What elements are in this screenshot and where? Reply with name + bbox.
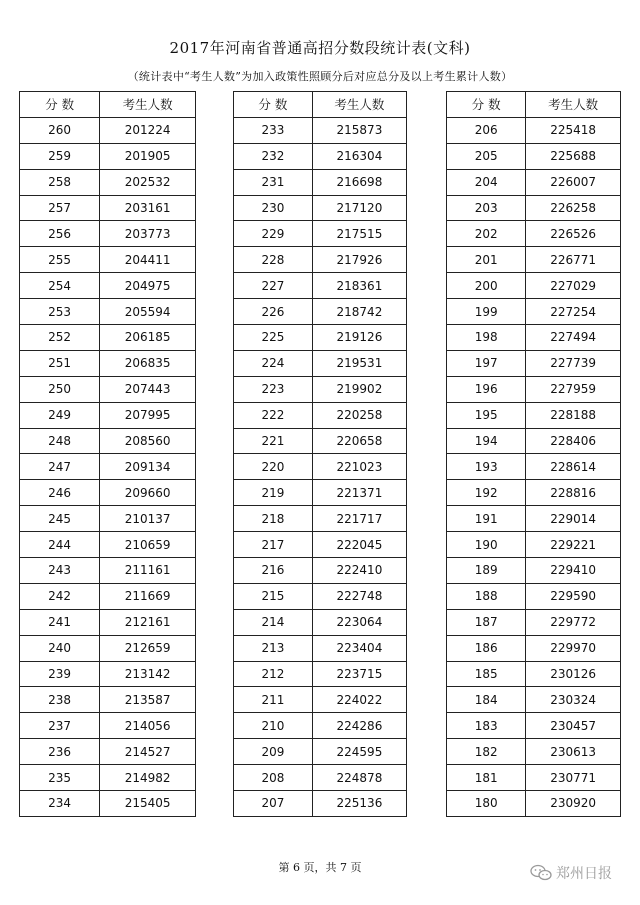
- count-cell: 230324: [526, 687, 621, 713]
- score-cell: 241: [20, 609, 100, 635]
- table-row: [20, 428, 196, 454]
- count-cell: 215873: [312, 117, 406, 143]
- table-row: [20, 247, 196, 273]
- score-cell: 194: [447, 428, 526, 454]
- count-cell: 224878: [312, 765, 406, 791]
- score-cell: 260: [20, 117, 100, 143]
- score-cell: 188: [447, 583, 526, 609]
- table-row: [447, 791, 621, 817]
- count-cell: 201224: [100, 117, 196, 143]
- score-cell: 240: [20, 635, 100, 661]
- table-row: [234, 687, 407, 713]
- score-cell: 232: [234, 143, 313, 169]
- table-row: [20, 713, 196, 739]
- count-cell: 219531: [312, 350, 406, 376]
- score-cell: 254: [20, 273, 100, 299]
- table-row: [447, 506, 621, 532]
- table-row: [20, 506, 196, 532]
- count-cell: 218361: [312, 273, 406, 299]
- page-title: 2017年河南省普通高招分数段统计表(文科): [169, 39, 471, 57]
- score-cell: 189: [447, 558, 526, 584]
- count-cell: 220658: [312, 428, 406, 454]
- score-cell: 242: [20, 583, 100, 609]
- score-cell: 222: [234, 402, 313, 428]
- count-cell: 218742: [312, 299, 406, 325]
- count-cell: 201905: [100, 143, 196, 169]
- score-cell: 223: [234, 376, 313, 402]
- count-cell: 227959: [526, 376, 621, 402]
- table-row: [20, 739, 196, 765]
- count-cell: 230457: [526, 713, 621, 739]
- header-score: 分 数: [20, 92, 100, 118]
- count-cell: 226258: [526, 195, 621, 221]
- table-row: [234, 169, 407, 195]
- score-cell: 201: [447, 247, 526, 273]
- score-cell: 225: [234, 325, 313, 351]
- count-cell: 213587: [100, 687, 196, 713]
- count-cell: 224286: [312, 713, 406, 739]
- table-row: [234, 402, 407, 428]
- count-cell: 220258: [312, 402, 406, 428]
- count-cell: 223715: [312, 661, 406, 687]
- header-score: 分 数: [234, 92, 313, 118]
- table-row: [447, 609, 621, 635]
- table-row: [447, 247, 621, 273]
- count-cell: 217120: [312, 195, 406, 221]
- table-row: [234, 195, 407, 221]
- score-cell: 236: [20, 739, 100, 765]
- table-row: [234, 506, 407, 532]
- score-cell: 213: [234, 635, 313, 661]
- count-cell: 226771: [526, 247, 621, 273]
- score-cell: 238: [20, 687, 100, 713]
- count-cell: 210659: [100, 532, 196, 558]
- score-cell: 193: [447, 454, 526, 480]
- header-count: 考生人数: [312, 92, 406, 118]
- count-cell: 223404: [312, 635, 406, 661]
- count-cell: 217515: [312, 221, 406, 247]
- count-cell: 229772: [526, 609, 621, 635]
- watermark-text: 郑州日报: [556, 866, 612, 882]
- score-cell: 259: [20, 143, 100, 169]
- score-cell: 216: [234, 558, 313, 584]
- table-row: [20, 635, 196, 661]
- score-cell: 246: [20, 480, 100, 506]
- score-cell: 187: [447, 609, 526, 635]
- score-cell: 245: [20, 506, 100, 532]
- score-cell: 209: [234, 739, 313, 765]
- count-cell: 214982: [100, 765, 196, 791]
- table-row: [20, 195, 196, 221]
- table-row: [234, 713, 407, 739]
- table-row: [20, 480, 196, 506]
- header-score: 分 数: [447, 92, 526, 118]
- score-cell: 218: [234, 506, 313, 532]
- table-row: [447, 169, 621, 195]
- table-row: [234, 325, 407, 351]
- count-cell: 206185: [100, 325, 196, 351]
- table-row: [234, 221, 407, 247]
- count-cell: 221717: [312, 506, 406, 532]
- count-cell: 204975: [100, 273, 196, 299]
- score-cell: 202: [447, 221, 526, 247]
- table-row: [234, 247, 407, 273]
- count-cell: 214527: [100, 739, 196, 765]
- count-cell: 207995: [100, 402, 196, 428]
- count-cell: 229014: [526, 506, 621, 532]
- table-row: [20, 402, 196, 428]
- count-cell: 227494: [526, 325, 621, 351]
- score-cell: 191: [447, 506, 526, 532]
- count-cell: 209660: [100, 480, 196, 506]
- score-cell: 192: [447, 480, 526, 506]
- table-row: [447, 273, 621, 299]
- table-row: [447, 299, 621, 325]
- table-row: [234, 558, 407, 584]
- score-cell: 258: [20, 169, 100, 195]
- count-cell: 213142: [100, 661, 196, 687]
- score-cell: 204: [447, 169, 526, 195]
- table-row: [20, 273, 196, 299]
- table-row: [20, 765, 196, 791]
- count-cell: 221371: [312, 480, 406, 506]
- score-cell: 237: [20, 713, 100, 739]
- score-cell: 206: [447, 117, 526, 143]
- table-row: [447, 195, 621, 221]
- count-cell: 222748: [312, 583, 406, 609]
- count-cell: 203773: [100, 221, 196, 247]
- wechat-icon: [530, 864, 552, 882]
- score-cell: 229: [234, 221, 313, 247]
- score-cell: 255: [20, 247, 100, 273]
- count-cell: 230771: [526, 765, 621, 791]
- score-cell: 190: [447, 532, 526, 558]
- table-row: [20, 169, 196, 195]
- table-row: [20, 454, 196, 480]
- count-cell: 219126: [312, 325, 406, 351]
- table-row: [234, 428, 407, 454]
- score-cell: 253: [20, 299, 100, 325]
- score-cell: 219: [234, 480, 313, 506]
- page-number: 第 6 页，共 7 页: [278, 861, 362, 874]
- score-cell: 248: [20, 428, 100, 454]
- table-row: [20, 609, 196, 635]
- table-row: [447, 350, 621, 376]
- count-cell: 226526: [526, 221, 621, 247]
- score-cell: 257: [20, 195, 100, 221]
- count-cell: 225688: [526, 143, 621, 169]
- score-cell: 184: [447, 687, 526, 713]
- count-cell: 210137: [100, 506, 196, 532]
- table-row: [447, 635, 621, 661]
- count-cell: 229970: [526, 635, 621, 661]
- count-cell: 229410: [526, 558, 621, 584]
- table-row: [20, 299, 196, 325]
- score-table-1: [19, 91, 196, 817]
- score-cell: 214: [234, 609, 313, 635]
- count-cell: 228406: [526, 428, 621, 454]
- score-cell: 200: [447, 273, 526, 299]
- count-cell: 229221: [526, 532, 621, 558]
- score-cell: 220: [234, 454, 313, 480]
- count-cell: 208560: [100, 428, 196, 454]
- table-row: [234, 273, 407, 299]
- count-cell: 230613: [526, 739, 621, 765]
- table-row: [20, 791, 196, 817]
- table-row: [447, 402, 621, 428]
- score-cell: 251: [20, 350, 100, 376]
- table-row: [234, 480, 407, 506]
- table-row: [447, 739, 621, 765]
- count-cell: 202532: [100, 169, 196, 195]
- table-row: [20, 350, 196, 376]
- header-count: 考生人数: [526, 92, 621, 118]
- table-row: [447, 687, 621, 713]
- table-row: [20, 325, 196, 351]
- table-row: [447, 428, 621, 454]
- count-cell: 215405: [100, 791, 196, 817]
- count-cell: 222045: [312, 532, 406, 558]
- score-cell: 211: [234, 687, 313, 713]
- table-row: [447, 532, 621, 558]
- table-row: [447, 376, 621, 402]
- score-cell: 196: [447, 376, 526, 402]
- score-cell: 212: [234, 661, 313, 687]
- count-cell: 211669: [100, 583, 196, 609]
- table-row: [20, 376, 196, 402]
- score-cell: 226: [234, 299, 313, 325]
- count-cell: 223064: [312, 609, 406, 635]
- score-cell: 208: [234, 765, 313, 791]
- table-row: [234, 739, 407, 765]
- score-cell: 224: [234, 350, 313, 376]
- count-cell: 224595: [312, 739, 406, 765]
- table-row: [20, 117, 196, 143]
- table-row: [234, 117, 407, 143]
- score-cell: 221: [234, 428, 313, 454]
- count-cell: 229590: [526, 583, 621, 609]
- score-cell: 203: [447, 195, 526, 221]
- count-cell: 228816: [526, 480, 621, 506]
- score-cell: 198: [447, 325, 526, 351]
- score-cell: 217: [234, 532, 313, 558]
- count-cell: 209134: [100, 454, 196, 480]
- table-row: [20, 143, 196, 169]
- score-cell: 231: [234, 169, 313, 195]
- score-cell: 197: [447, 350, 526, 376]
- count-cell: 206835: [100, 350, 196, 376]
- score-tables: [0, 91, 640, 816]
- count-cell: 227739: [526, 350, 621, 376]
- table-row: [20, 558, 196, 584]
- count-cell: 207443: [100, 376, 196, 402]
- score-cell: 210: [234, 713, 313, 739]
- score-cell: 256: [20, 221, 100, 247]
- score-cell: 215: [234, 583, 313, 609]
- header-count: 考生人数: [100, 92, 196, 118]
- table-row: [447, 480, 621, 506]
- count-cell: 228188: [526, 402, 621, 428]
- score-cell: 252: [20, 325, 100, 351]
- score-cell: 181: [447, 765, 526, 791]
- table-row: [20, 661, 196, 687]
- score-cell: 230: [234, 195, 313, 221]
- table-row: [447, 221, 621, 247]
- table-row: [234, 765, 407, 791]
- score-cell: 182: [447, 739, 526, 765]
- count-cell: 204411: [100, 247, 196, 273]
- count-cell: 225136: [312, 791, 406, 817]
- score-cell: 235: [20, 765, 100, 791]
- table-row: [447, 583, 621, 609]
- table-row: [234, 661, 407, 687]
- table-row: [234, 143, 407, 169]
- score-table-3: [446, 91, 621, 817]
- table-row: [20, 532, 196, 558]
- count-cell: 212161: [100, 609, 196, 635]
- score-cell: 227: [234, 273, 313, 299]
- table-row: [20, 221, 196, 247]
- score-cell: 233: [234, 117, 313, 143]
- table-row: [234, 791, 407, 817]
- table-row: [447, 661, 621, 687]
- table-row: [234, 583, 407, 609]
- score-cell: 247: [20, 454, 100, 480]
- score-cell: 207: [234, 791, 313, 817]
- score-cell: 183: [447, 713, 526, 739]
- score-cell: 243: [20, 558, 100, 584]
- table-row: [20, 583, 196, 609]
- score-cell: 244: [20, 532, 100, 558]
- count-cell: 211161: [100, 558, 196, 584]
- table-row: [234, 532, 407, 558]
- score-cell: 239: [20, 661, 100, 687]
- count-cell: 212659: [100, 635, 196, 661]
- table-row: [447, 765, 621, 791]
- count-cell: 216698: [312, 169, 406, 195]
- score-cell: 180: [447, 791, 526, 817]
- score-cell: 250: [20, 376, 100, 402]
- score-cell: 205: [447, 143, 526, 169]
- count-cell: 217926: [312, 247, 406, 273]
- table-row: [234, 609, 407, 635]
- table-row: [447, 713, 621, 739]
- score-cell: 234: [20, 791, 100, 817]
- table-row: [447, 117, 621, 143]
- count-cell: 226007: [526, 169, 621, 195]
- count-cell: 222410: [312, 558, 406, 584]
- table-row: [234, 376, 407, 402]
- count-cell: 205594: [100, 299, 196, 325]
- count-cell: 230920: [526, 791, 621, 817]
- table-row: [234, 299, 407, 325]
- count-cell: 203161: [100, 195, 196, 221]
- table-row: [447, 143, 621, 169]
- count-cell: 225418: [526, 117, 621, 143]
- score-cell: 195: [447, 402, 526, 428]
- count-cell: 228614: [526, 454, 621, 480]
- count-cell: 227029: [526, 273, 621, 299]
- table-row: [447, 454, 621, 480]
- table-row: [234, 350, 407, 376]
- table-row: [20, 687, 196, 713]
- score-cell: 249: [20, 402, 100, 428]
- table-row: [447, 558, 621, 584]
- count-cell: 227254: [526, 299, 621, 325]
- score-cell: 199: [447, 299, 526, 325]
- count-cell: 224022: [312, 687, 406, 713]
- score-cell: 186: [447, 635, 526, 661]
- count-cell: 216304: [312, 143, 406, 169]
- score-table-2: [233, 91, 407, 817]
- score-cell: 228: [234, 247, 313, 273]
- page-subtitle: （统计表中“考生人数”为加入政策性照顾分后对应总分及以上考生累计人数）: [127, 70, 513, 83]
- watermark: [530, 863, 612, 883]
- count-cell: 219902: [312, 376, 406, 402]
- table-row: [234, 454, 407, 480]
- count-cell: 221023: [312, 454, 406, 480]
- table-row: [234, 635, 407, 661]
- table-row: [447, 325, 621, 351]
- count-cell: 230126: [526, 661, 621, 687]
- score-cell: 185: [447, 661, 526, 687]
- count-cell: 214056: [100, 713, 196, 739]
